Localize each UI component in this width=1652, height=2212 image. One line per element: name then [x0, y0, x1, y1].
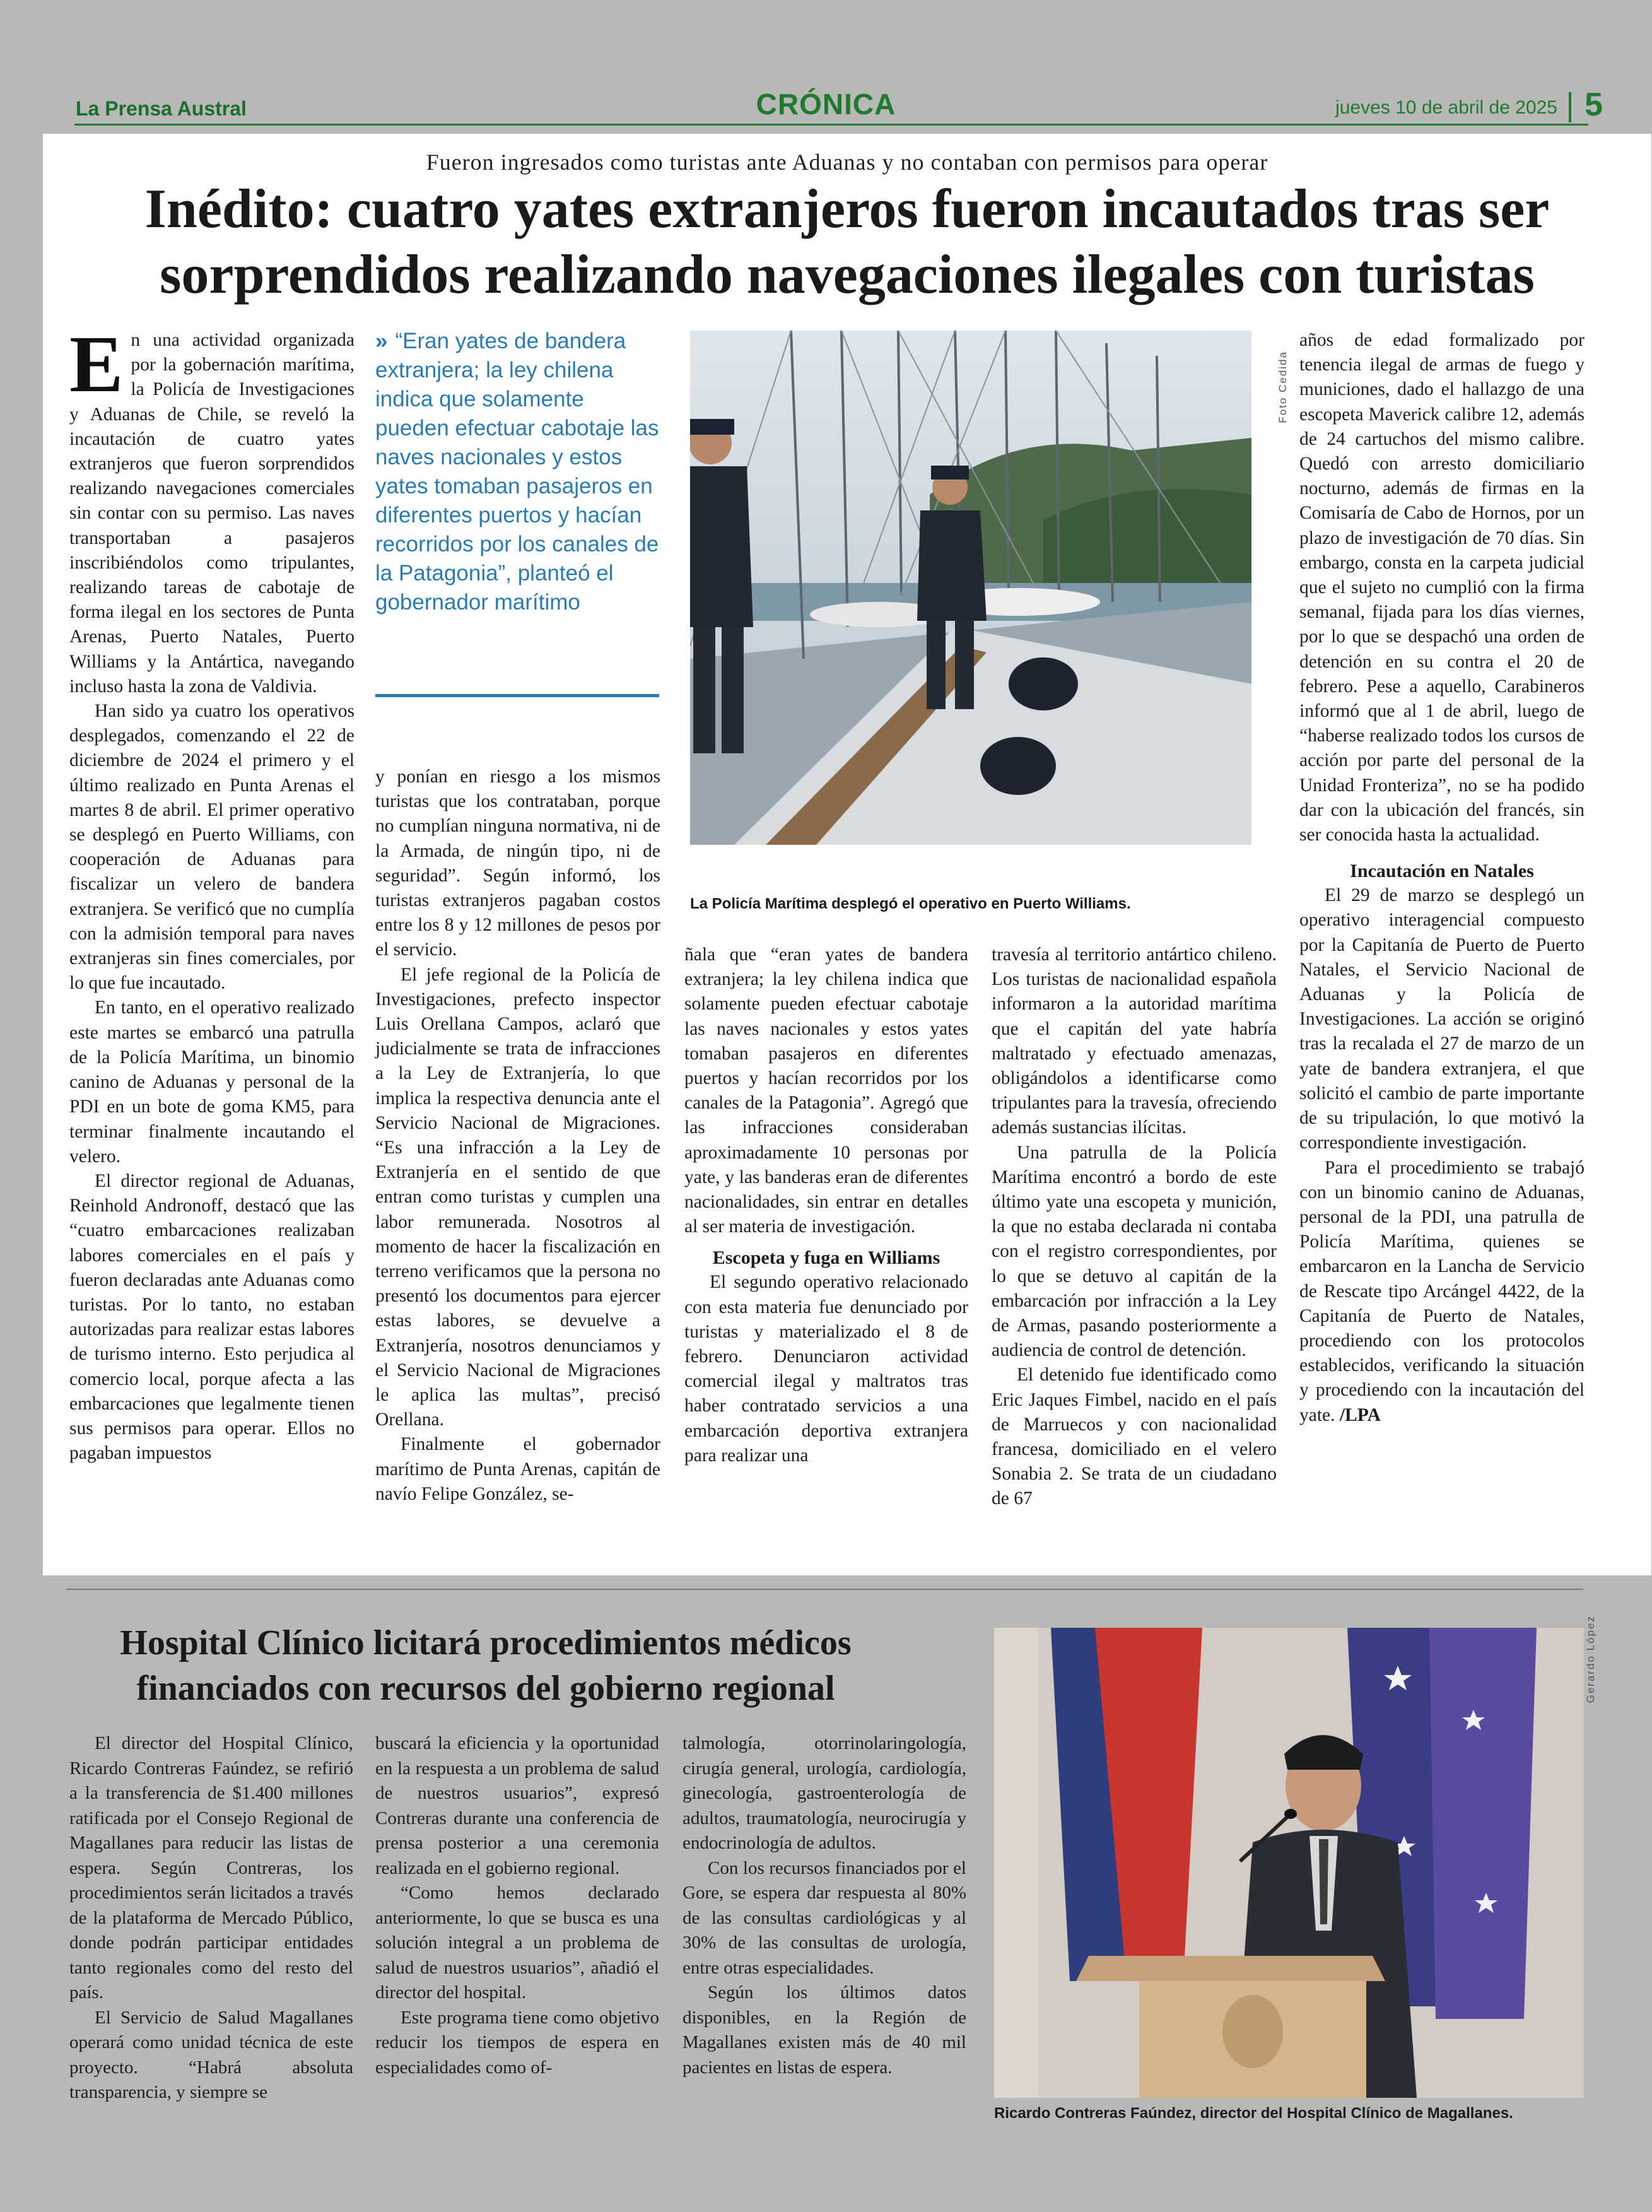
officer-left	[690, 419, 753, 753]
paragraph: y ponían en riesgo a los mismos turistas que los contrataban, porque no cumplían ninguna normativa, ni de la Armada, de ningún tipo, ni de seguridad”. Según informó, los turistas extranjeros pagaban costos entre los 8 y 12 millones de pesos por el servicio.	[375, 767, 660, 960]
paragraph	[1299, 1156, 1585, 1428]
headline-line-1: Inédito: cuatro yates extranjeros fueron incautados tras ser	[144, 179, 1550, 240]
yacht-patrol-photo	[690, 331, 1251, 845]
paragraph: El detenido fue identificado como Eric Jaques Fimbel, nacido en el país de Marruecos y con nacionalidad francesa, domiciliado en el velero Sonabia 2. Se trata de un ciudadano de 67	[992, 1365, 1277, 1509]
headline-line-1: Hospital Clínico licitará procedimientos médicos	[120, 1623, 852, 1662]
paragraph: El director del Hospital Clínico, Ricardo Contreras Faúndez, se refirió a la transferencia de $1.400 millones ratificada por el Consejo Regional de Magallanes para reducir las listas de espera. Según Contreras, los procedimientos serán licitados a través de la plataforma de Mercado Público, donde podrán participar entidades tanto regionales como del resto del país.	[69, 1733, 353, 2003]
pull-quote-text: “Eran yates de bandera extranjera; la ley chilena indica que solamente pueden efectuar cabotaje las naves nacionales y estos yates tomaban pasajeros en diferentes puertos y hacían recorridos por los canales de la Patagonia”, planteó el gobernador marítimo	[375, 329, 659, 615]
paragraph: El 29 de marzo se desplegó un operativo interagencial compuesto por la Capitanía de Puerto de Puerto Natales, el Servicio Nacional de Aduanas y la Policía de Investigaciones. La acción se originó tras la recalada el 27 de marzo de un yate de bandera extranjera, el que solicitó el cambio de parte importante de su tripulación, lo que motivó la correspondiente investigación.	[1299, 885, 1585, 1153]
drop-cap: E	[69, 319, 124, 409]
headline-line-2: sorprendidos realizando navegaciones ilegales con turistas	[160, 244, 1535, 305]
section-title: CRÓNICA	[756, 88, 896, 121]
header-rule	[74, 124, 1588, 126]
headline-line-2: financiados con recursos del gobierno regional	[136, 1669, 835, 1708]
subhead-escopeta: Escopeta y fuga en Williams	[712, 1247, 940, 1269]
paragraph: Finalmente el gobernador marítimo de Punta Arenas, capitán de navío Felipe González, se-	[375, 1434, 660, 1504]
photo2-credit: Gerardo López	[1585, 1615, 1596, 1703]
photo-credit: Foto Cedida	[1277, 351, 1289, 423]
section-divider	[66, 1589, 1583, 1590]
paragraph: Según los últimos datos disponibles, en la Región de Magallanes existen más de 40 mil pacientes en listas de espera.	[682, 1982, 966, 2078]
paragraph: n una actividad organizada por la gobernación marítima, la Policía de Investigaciones y Aduanas de Chile, se reveló la incautación de cuatro yates extranjeros que fueron sorprendidos realizando navegaciones comerciales sin contar con su permiso. Las naves transportaban a pasajeros inscribiéndolos como tripulantes, realizando tareas de cabotaje de forma ilegal en los sectores de Punta Arenas, Puerto Natales, Puerto Williams y la Antártica, navegando incluso hasta la zona de Valdivia.	[69, 330, 354, 697]
article1-column-5	[1299, 328, 1585, 1428]
publication-name: La Prensa Austral	[76, 97, 247, 120]
issue-date: jueves 10 de abril de 2025	[1335, 97, 1557, 118]
quote-marker-icon: »	[375, 329, 384, 353]
paragraph: talmología, otorrinolaringología, cirugía general, urología, cardiología, ginecología, gastroenterología de adultos, traumatología, neurocirugía y endocrinología de adultos.	[682, 1733, 966, 1853]
paragraph: ñala que “eran yates de bandera extranjera; la ley chilena indica que solamente pueden efectuar cabotaje las naves nacionales y estos yates tomaban pasajeros en diferentes puertos y hacían recorridos por los canales de la Patagonia”. Agregó que las infracciones consideraban aproximadamente 10 personas por yate, y las banderas eran de diferentes nacionalidades, sin entrar en detalles al ser materia de investigación.	[684, 944, 968, 1237]
article2-headline	[76, 1620, 896, 1711]
paragraph: El director regional de Aduanas, Reinhold Andronoff, destacó que las “cuatro embarcaciones realizaban labores comerciales en el país y fueron declaradas ante Aduanas como turistas. Por lo tanto, no estaban autorizadas para realizar estas labores de turismo interno. Esto perjudica al comercio local, porque afecta a las embarcaciones que legalmente tienen sus permisos para operar. Ellos no pagaban impuestos	[69, 1170, 354, 1464]
header-separator	[1569, 92, 1571, 122]
article1-column-2	[375, 765, 660, 1507]
article2-column-1	[69, 1731, 353, 2105]
article2-column-2	[375, 1731, 659, 2080]
article-kicker: Fueron ingresados como turistas ante Aduanas y no contaban con permisos para operar	[426, 150, 1268, 175]
paragraph: travesía al territorio antártico chileno. Los turistas de nacionalidad española informaron a la autoridad marítima que el capitán del yate habría maltratado y efectuado amenazas, obligándolos a identificarse como tripulantes para la travesía, ofreciendo además sustancias ilícitas.	[992, 944, 1277, 1138]
photo2-caption: Ricardo Contreras Faúndez, director del Hospital Clínico de Magallanes.	[994, 2105, 1513, 2122]
paragraph: Han sido ya cuatro los operativos desplegados, comenzando el 22 de diciembre de 2024 el primero y el último realizado en Punta Arenas el martes 8 de abril. El primer operativo se desplegó en Puerto Williams, con cooperación de Aduanas para fiscalizar un velero de bandera extranjera. Se verificó que no cumplía con la admisión temporal para naves extranjeras sin fines comerciales, por lo que fue incautado.	[69, 701, 354, 994]
pull-quote-rule	[375, 694, 659, 697]
director-podium-photo	[994, 1628, 1584, 2098]
paragraph: Una patrulla de la Policía Marítima encontró a bordo de este último yate una escopeta y munición, la que no estaba declarada ni contaba con el registro correspondientes, por lo que se detuvo al capitán de la embarcación por infracción a la Ley de Armas, pasando posteriormente a audiencia de control de detención.	[992, 1142, 1277, 1361]
pull-quote	[375, 327, 659, 617]
paragraph: buscará la eficiencia y la oportunidad en la respuesta a un problema de salud de nuestros usuarios”, expresó Contreras durante una conferencia de prensa posterior a una ceremonia realizada en el gobierno regional.	[375, 1733, 659, 1878]
article1-column-3	[684, 943, 968, 1468]
page-number: 5	[1585, 86, 1603, 123]
byline-signature: /LPA	[1339, 1404, 1381, 1425]
podium-scene-illustration	[994, 1628, 1584, 2098]
paragraph: El jefe regional de la Policía de Investigaciones, prefecto inspector Luis Orellana Campos, aclaró que judicialmente se trata de infracciones a la Ley de Extranjería, lo que implica la respectiva denuncia ante el Servicio Nacional de Migraciones. “Es una infracción a la Ley de Extranjería en el sentido de que entran como turistas y cumplen una labor remunerada. Nosotros al momento de hacer la fiscalización en terreno verificamos que la persona no presentó los documentos para ejercer estas labores, se devuelve a Extranjería, nosotros denunciamos y el Servicio Nacional de Migraciones le aplica las multas”, precisó Orellana.	[375, 964, 660, 1430]
paragraph: El Servicio de Salud Magallanes operará como unidad técnica de este proyecto. “Habrá absoluta transparencia, y siempre se	[69, 2007, 353, 2102]
photo-caption: La Policía Marítima desplegó el operativo en Puerto Williams.	[690, 895, 1131, 912]
paragraph: El segundo operativo relacionado con esta materia fue denunciado por turistas y materializado el 8 de febrero. Denunciaron actividad comercial ilegal y maltratos tras haber contratado servicios a una embarcación deportiva extranjera para realizar una	[684, 1272, 968, 1466]
yacht-scene-illustration	[690, 331, 1251, 845]
article1-column-1	[69, 319, 354, 1466]
paragraph-text: Para el procedimiento se trabajó con un binomio canino de Aduanas, personal de la PDI, una patrulla de Policía Marítima, quienes se embarcaron en la Lancha de Servicio de Rescate tipo Arcángel 4422, de la Capitanía de Puerto de Natales, procediendo con los protocolos establecidos, verificando la situación y procediendo con la incautación del yate.	[1299, 1157, 1585, 1425]
paragraph: “Como hemos declarado anteriormente, lo que se busca es una solución integral a un problema de salud de nuestros usuarios”, añadió el director del hospital.	[375, 1883, 659, 2003]
article2-column-3	[682, 1731, 966, 2080]
article-headline	[43, 177, 1651, 308]
paragraph: En tanto, en el operativo realizado este martes se embarcó una patrulla de la Policía Marítima, un binomio canino de Aduanas y personal de la PDI en un bote de goma KM5, para terminar finalmente incautando el velero.	[69, 997, 354, 1167]
paragraph: Este programa tiene como objetivo reducir los tiempos de espera en especialidades como of-	[375, 2007, 659, 2078]
subhead-natales: Incautación en Natales	[1350, 861, 1534, 882]
paragraph: años de edad formalizado por tenencia ilegal de armas de fuego y municiones, dado el hallazgo de una escopeta Maverick calibre 12, además de 24 cartuchos del mismo calibre. Quedó con arresto domiciliario nocturno, además de firmas en la Comisaría de Cabo de Hornos, por un plazo de investigación de 70 días. Sin embargo, consta en la carpeta judicial que el sujeto no cumplió con la firma semanal, fijada para los días viernes, por lo que se despachó una orden de detención en su contra el 20 de febrero. Pese a aquello, Carabineros informó que al 1 de abril, luego de “haberse realizado todos los cursos de acción por parte del personal de la Unidad Fronteriza”, no se ha podido dar con la ubicación del francés, sin ser conocida hasta la actualidad.	[1299, 330, 1585, 845]
paragraph: Con los recursos financiados por el Gore, se espera dar respuesta al 80% de las consultas cardiológicas y al 30% de las consultas de urología, entre otras especialidades.	[682, 1857, 966, 1978]
article1-column-4	[992, 943, 1277, 1512]
